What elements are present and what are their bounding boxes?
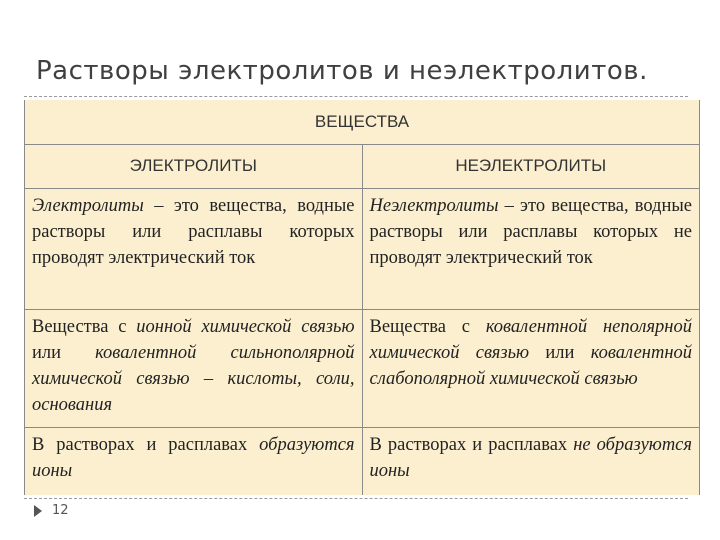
- column-header-electrolytes: ЭЛЕКТРОЛИТЫ: [25, 144, 362, 188]
- bond-types-nonelectrolytes: [362, 309, 699, 427]
- ions-electrolytes: [25, 427, 362, 495]
- bond-weakpolar: ковалентной слабополярной химической связью: [369, 342, 692, 389]
- footer-divider: [24, 498, 688, 499]
- bond-examples: кислоты, соли, основания: [32, 368, 355, 415]
- table-header-substances: ВЕЩЕСТВА: [25, 100, 699, 144]
- definition-text: – это вещества, водные растворы или расплавы которых проводят электрический ток: [32, 195, 355, 268]
- comparison-table: [24, 100, 700, 495]
- column-header-nonelectrolytes: НЕЭЛЕКТРОЛИТЫ: [362, 144, 699, 188]
- bond-ionic: ионной химической связью: [136, 316, 355, 337]
- bond-prefix: Вещества с: [32, 316, 137, 337]
- term-nonelectrolytes: Неэлектролиты: [369, 195, 499, 216]
- term-electrolytes: Электролиты: [32, 195, 144, 216]
- bond-dash: –: [189, 368, 228, 389]
- ions-italic: не образуются ионы: [369, 434, 692, 481]
- bond-prefix: Вещества с: [369, 316, 486, 337]
- ions-italic: образуются ионы: [32, 434, 355, 481]
- ions-nonelectrolytes: [362, 427, 699, 495]
- bond-connector: или: [529, 342, 591, 363]
- title-divider: [24, 96, 688, 97]
- ions-text: В растворах и расплавах: [32, 434, 260, 455]
- bond-connector: или: [32, 342, 96, 363]
- bond-nonpolar: ковалентной неполярной химической связью: [369, 316, 692, 363]
- definition-nonelectrolytes: [362, 188, 699, 309]
- page-number: 12: [52, 503, 69, 518]
- ions-text: В растворах и расплавах: [369, 434, 574, 455]
- definition-text: – это вещества, водные растворы или расплавы которых не проводят электрический ток: [369, 195, 692, 268]
- bond-polar: ковалентной сильнополярной химической связью: [32, 342, 355, 389]
- definition-electrolytes: [25, 188, 362, 309]
- page-arrow-icon: [34, 505, 42, 517]
- bond-types-electrolytes: [25, 309, 362, 427]
- slide-title: Растворы электролитов и неэлектролитов.: [36, 56, 648, 86]
